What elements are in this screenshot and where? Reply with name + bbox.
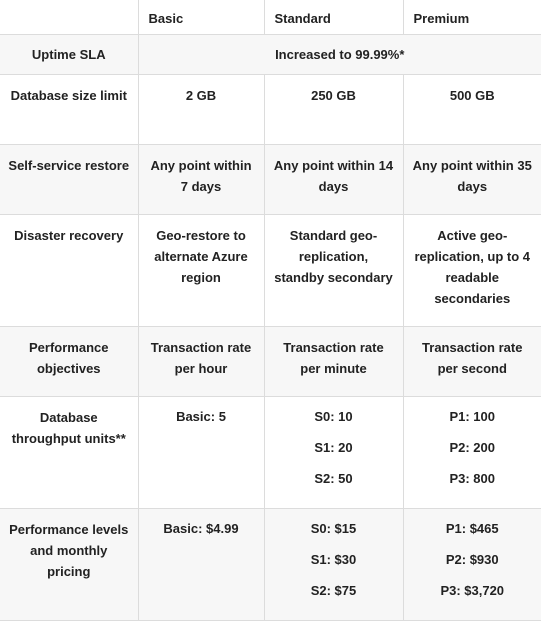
header-empty: [0, 0, 138, 35]
price-s0: S0: $15: [310, 521, 357, 536]
cell-basic: [138, 215, 264, 327]
row-label: [0, 145, 138, 215]
cell-premium-text: Any point within 35 days: [412, 158, 532, 194]
price-p3: P3: $3,720: [440, 583, 505, 598]
row-label: [0, 327, 138, 397]
cell-basic-text: Geo-restore to alternate Azure region: [154, 228, 248, 285]
cell-premium-text: Active geo-replication, up to 4 readable secondaries: [414, 228, 531, 306]
row-database-throughput-units: [0, 397, 541, 509]
cell-standard-text: Any point within 14 days: [273, 158, 394, 194]
cell-basic: [138, 145, 264, 215]
cell-basic: [138, 327, 264, 397]
cell-basic-text: Transaction rate per hour: [150, 340, 252, 376]
cell-basic: [138, 75, 264, 145]
cell-basic-text: Any point within 7 days: [150, 158, 252, 194]
cell-standard-text: Transaction rate per minute: [283, 340, 384, 376]
dtu-p1: P1: 100: [449, 409, 496, 424]
header-premium: Premium: [403, 0, 541, 35]
header-basic: Basic: [138, 0, 264, 35]
row-label: [0, 397, 138, 509]
cell-premium: [403, 397, 541, 509]
row-uptime-sla: [0, 35, 541, 75]
dtu-s1: S1: 20: [314, 440, 353, 455]
cell-premium: [403, 215, 541, 327]
cell-basic-text: 2 GB: [185, 88, 217, 103]
cell-basic: [138, 509, 264, 621]
row-label: Uptime SLA: [0, 35, 138, 75]
cell-premium: [403, 145, 541, 215]
dtu-s0: S0: 10: [314, 409, 353, 424]
dtu-p2: P2: 200: [449, 440, 496, 455]
cell-standard: [264, 397, 403, 509]
row-label-text: Performance objectives: [29, 340, 109, 376]
row-label-text: Database throughput units**: [11, 410, 126, 446]
price-s1: S1: $30: [310, 552, 357, 567]
row-performance-objectives: [0, 327, 541, 397]
cell-standard: [264, 145, 403, 215]
row-label-text: Performance levels and monthly pricing: [9, 522, 129, 579]
cell-standard: [264, 509, 403, 621]
dtu-basic: Basic: 5: [176, 409, 226, 424]
cell-standard-text: 250 GB: [311, 88, 356, 103]
cell-standard-text: Standard geo-replication, standby secondary: [274, 228, 393, 285]
price-p2: P2: $930: [445, 552, 499, 567]
merged-cell: Increased to 99.99%*: [138, 35, 541, 75]
cell-premium-text: Transaction rate per second: [422, 340, 523, 376]
row-label-text: Self-service restore: [8, 158, 130, 173]
cell-standard: [264, 327, 403, 397]
cell-standard: [264, 75, 403, 145]
row-self-service-restore: [0, 145, 541, 215]
row-performance-levels-pricing: [0, 509, 541, 621]
header-row: [0, 0, 541, 35]
row-label: [0, 215, 138, 327]
row-disaster-recovery: [0, 215, 541, 327]
cell-premium: [403, 75, 541, 145]
row-label: [0, 509, 138, 621]
price-basic: Basic: $4.99: [163, 521, 239, 536]
cell-premium: [403, 327, 541, 397]
row-label-text: Database size limit: [10, 88, 127, 103]
row-label: [0, 75, 138, 145]
cell-standard: [264, 215, 403, 327]
price-s2: S2: $75: [310, 583, 357, 598]
row-label-text: Disaster recovery: [14, 228, 124, 243]
cell-basic: [138, 397, 264, 509]
price-p1: P1: $465: [445, 521, 499, 536]
dtu-p3: P3: 800: [449, 471, 496, 486]
cell-premium-text: 500 GB: [449, 88, 495, 103]
row-database-size-limit: [0, 75, 541, 145]
dtu-s2: S2: 50: [314, 471, 353, 486]
header-standard: Standard: [264, 0, 403, 35]
cell-premium: [403, 509, 541, 621]
